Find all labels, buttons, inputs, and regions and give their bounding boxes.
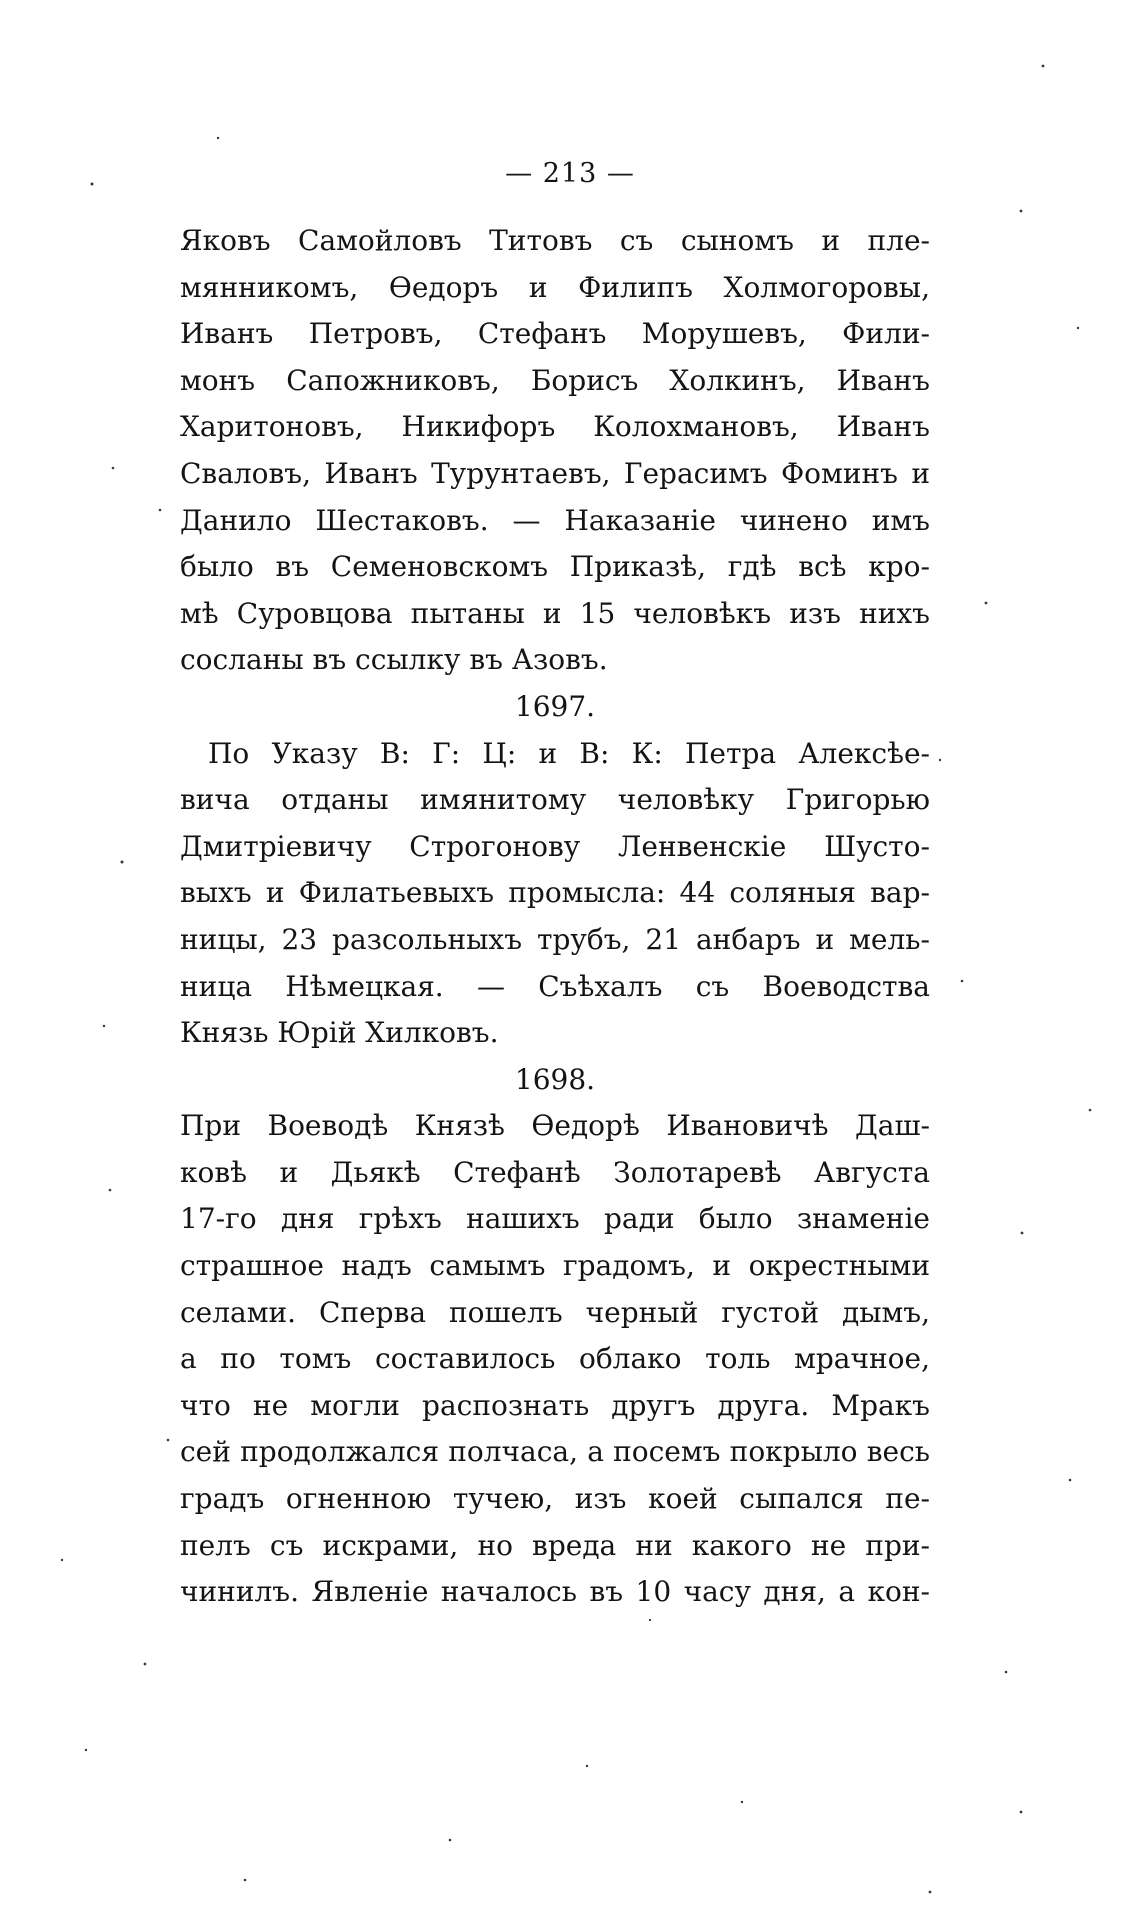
text-line: сей продолжался полчаса, а посемъ покрыло весь [180, 1435, 930, 1469]
text-line: а по томъ составилось облако толь мрачное, [180, 1342, 930, 1376]
text-line: Дмитріевичу Строгонову Ленвенскіе Шусто- [180, 829, 930, 863]
text-line: Сваловъ, Иванъ Турунтаевъ, Герасимъ Фоминъ и [180, 456, 930, 490]
text-line: Князь Юрій Хилковъ. [180, 1016, 499, 1050]
text-line: мянникомъ, Ѳедоръ и Филипъ Холмогоровы, [180, 270, 930, 304]
text-line: мѣ Суровцова пытаны и 15 человѣкъ изъ нихъ [180, 596, 930, 630]
text-line: ница Нѣмецкая. — Съѣхалъ съ Воеводства [180, 969, 930, 1003]
text-line: пелъ съ искрами, но вреда ни какого не при- [180, 1528, 930, 1562]
text-line: Иванъ Петровъ, Стефанъ Морушевъ, Фили- [180, 317, 930, 351]
text-line: выхъ и Филатьевыхъ промысла: 44 соляныя вар- [180, 876, 930, 910]
section-1-text [180, 218, 930, 1616]
text-line: ковѣ и Дьякѣ Стефанѣ Золотаревѣ Августа [180, 1155, 930, 1189]
text-line: страшное надъ самымъ градомъ, и окрестными [180, 1249, 930, 1283]
text-line: При Воеводѣ Князѣ Ѳедорѣ Ивановичѣ Даш- [180, 1109, 930, 1143]
text-line: Харитоновъ, Никифоръ Колохмановъ, Иванъ [180, 410, 930, 444]
text-line: ницы, 23 разсольныхъ трубъ, 21 анбаръ и мель- [180, 922, 930, 956]
year-heading-1698: 1698. [514, 1062, 596, 1096]
text-line: По Указу В: Г: Ц: и В: К: Петра Алексѣе- [208, 736, 930, 770]
text-line: 17-го дня грѣхъ нашихъ ради было знаменіе [180, 1202, 930, 1236]
page-number: — 213 — [505, 158, 635, 189]
year-heading-1697: 1697. [514, 689, 596, 723]
text-line: селами. Сперва пошелъ черный густой дымъ, [180, 1295, 930, 1329]
text-line: Данило Шестаковъ. — Наказаніе чинено имъ [180, 503, 930, 537]
text-line: было въ Семеновскомъ Приказѣ, гдѣ всѣ кро- [180, 550, 930, 584]
text-line: монъ Сапожниковъ, Борисъ Холкинъ, Иванъ [180, 363, 930, 397]
text-line: вича отданы имянитому человѣку Григорью [180, 783, 930, 817]
text-line: Яковъ Самойловъ Титовъ съ сыномъ и пле- [180, 224, 930, 257]
text-line: градъ огненною тучею, изъ коей сыпался пе- [180, 1482, 930, 1516]
text-line: сосланы въ ссылку въ Азовъ. [180, 643, 608, 677]
text-line: что не могли распознать другъ друга. Мракъ [180, 1388, 930, 1422]
text-line: чинилъ. Явленіе началось въ 10 часу дня, а кон- [180, 1575, 930, 1609]
